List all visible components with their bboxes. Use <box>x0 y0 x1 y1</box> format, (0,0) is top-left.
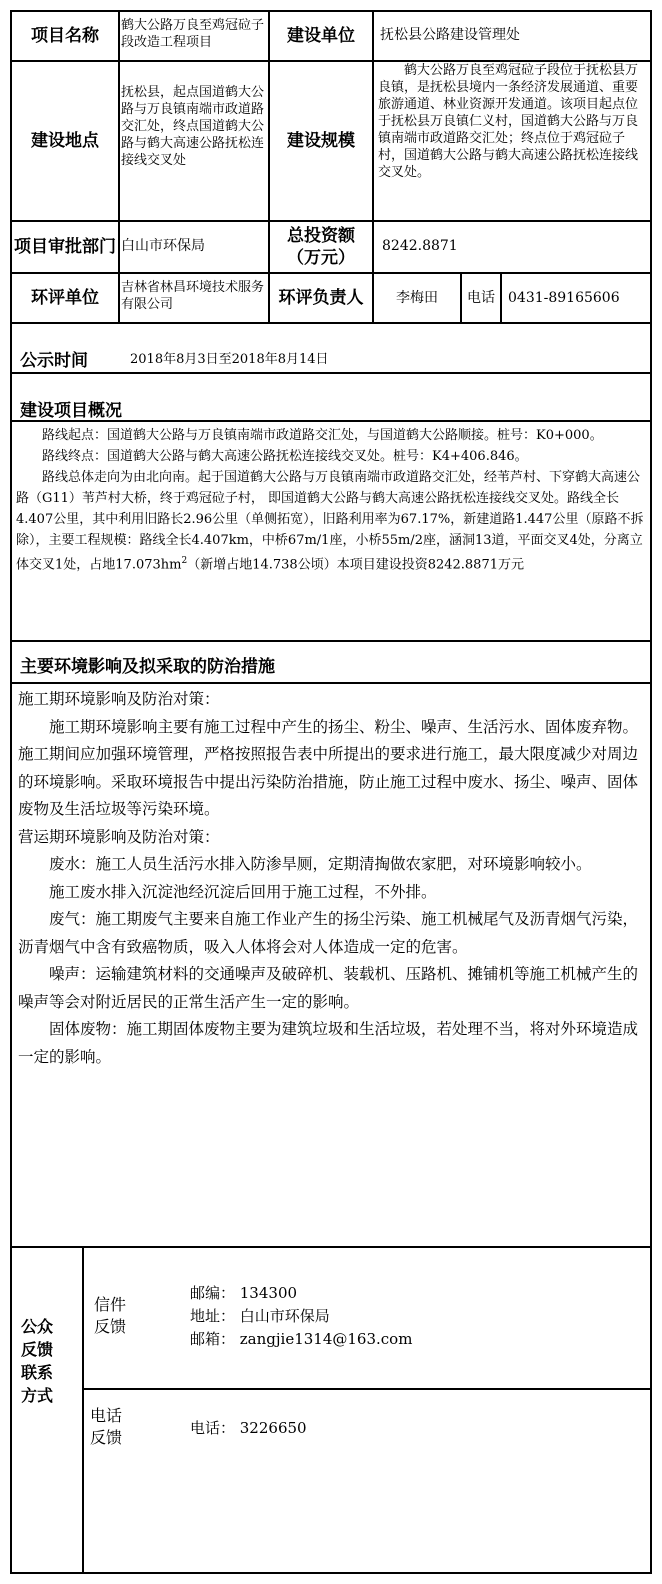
project-name-label: 项目名称 <box>31 26 99 46</box>
approval-label: 项目审批部门 <box>14 237 116 257</box>
impact-solid-waste: 固体废物：施工期固体废物主要为建筑垃圾和生活垃圾，若处理不当，将对外环境造成一定的影响。 <box>18 1020 639 1066</box>
overview-route-tail: （新增占地14.738公顷）本项目建设投资8242.8871万元 <box>187 557 524 573</box>
overview-end-point: 路线终点：国道鹤大公路与鹤大高速公路抚松连接线交叉处。桩号：K4+406.846。 <box>42 449 528 464</box>
impact-title: 主要环境影响及拟采取的防治措施 <box>20 657 275 677</box>
publicity-value: 2018年8月3日至2018年8月14日 <box>130 352 329 367</box>
eia-unit-value: 吉林省林昌环境技术服务有限公司 <box>121 280 265 312</box>
feedback-title: 公众反馈联系方式 <box>20 1317 53 1405</box>
scale-label: 建设规模 <box>287 131 355 151</box>
publicity-label: 公示时间 <box>20 351 88 371</box>
location-value: 抚松县，起点国道鹤大公路与万良镇南端市政道路交汇处，终点国道鹤大公路与鹤大高速公路抚松连接线交叉处 <box>121 85 265 168</box>
impact-exhaust: 废气：施工期废气主要来自施工作业产生的扬尘污染、施工机械尾气及沥青烟气污染，沥青烟气中含有致癌物质，吸入人体将会对人体造成一定的危害。 <box>18 910 639 956</box>
postcode: 邮编： 134300 <box>190 1284 298 1302</box>
approval-value: 白山市环保局 <box>121 238 205 254</box>
address: 地址： 白山市环保局 <box>190 1307 330 1325</box>
impact-construction-text: 施工期环境影响主要有施工过程中产生的扬尘、粉尘、噪声、生活污水、固体废弃物。施工期间应加强环境管理，严格按照报告表中所提出的要求进行施工，最大限度减少对周边的环境影响。采取环境报告中提出污染防治措施，防止施工过程中废水、扬尘、噪声、固体废物及生活垃圾等污染环境。 <box>18 717 639 818</box>
email-link[interactable]: 邮箱： zangjie1314@163.com <box>190 1330 413 1348</box>
investment-label: 总投资额（万元） <box>287 226 355 268</box>
builder-value: 抚松县公路建设管理处 <box>380 27 520 43</box>
impact-body <box>18 686 646 1071</box>
scale-value: 鹤大公路万良至鸡冠砬子段位于抚松县万良镇，是抚松县境内一条经济发展通道、重要旅游通道、林业资源开发通道。该项目起点位于抚松县万良镇仁义村，国道鹤大公路与万良镇南端市政道路交汇处；终点位于鸡冠砬子村，国道鹤大公路与鹤大高速公路抚松连接线交叉处。 <box>378 63 639 180</box>
eia-unit-label: 环评单位 <box>31 288 99 308</box>
location-label: 建设地点 <box>31 131 99 151</box>
letter-feedback-label: 信件反馈 <box>94 1295 127 1336</box>
investment-value: 8242.8871 <box>382 238 458 254</box>
project-name-value: 鹤大公路万良至鸡冠砬子段改造工程项目 <box>121 18 265 50</box>
eia-person-value: 李梅田 <box>396 290 438 306</box>
impact-construction-heading: 施工期环境影响及防治对策： <box>18 690 220 708</box>
overview-route-sup: 2 <box>181 556 188 566</box>
phone-value: 0431-89165606 <box>508 290 620 306</box>
phone-label: 电话 <box>467 290 495 306</box>
feedback-phone: 电话： 3226650 <box>190 1419 307 1437</box>
impact-noise: 噪声：运输建筑材料的交通噪声及破碎机、装载机、压路机、摊铺机等施工机械产生的噪声等会对附近居民的正常生活产生一定的影响。 <box>18 965 639 1011</box>
phone-feedback-label: 电话反馈 <box>90 1406 123 1447</box>
overview-start-point: 路线起点：国道鹤大公路与万良镇南端市政道路交汇处，与国道鹤大公路顺接。桩号：K0+000。 <box>42 428 603 443</box>
impact-wastewater: 废水：施工人员生活污水排入防渗旱厕，定期清掏做农家肥，对环境影响较小。 <box>49 855 592 873</box>
overview-title: 建设项目概况 <box>20 401 122 421</box>
impact-construction-wastewater: 施工废水排入沉淀池经沉淀后回用于施工过程，不外排。 <box>49 882 437 901</box>
overview-body <box>16 425 648 575</box>
overview-route-text: 路线总体走向为由北向南。起于国道鹤大公路与万良镇南端市政道路交汇处，经苇芦村、下穿鹤大高速公路（G11）苇芦村大桥，终于鸡冠砬子村， 即国道鹤大公路与鹤大高速公路抚松连接线交叉处。路线全长4.407公里，其中利用旧路长2.96公里（单侧拓宽），旧路利用率为67.17%，新建道路1.447公里（原路不拆除），主要工程规模：路线全长4.407km，中桥67m/1座，小桥55m/2座，涵洞13道，平面交叉4处，分离立体交叉1处，占地17.073hm <box>16 470 644 573</box>
overview-route <box>16 467 648 575</box>
impact-operation-heading: 营运期环境影响及防治对策： <box>18 827 220 846</box>
eia-person-label: 环评负责人 <box>278 288 364 308</box>
builder-label: 建设单位 <box>287 26 355 46</box>
